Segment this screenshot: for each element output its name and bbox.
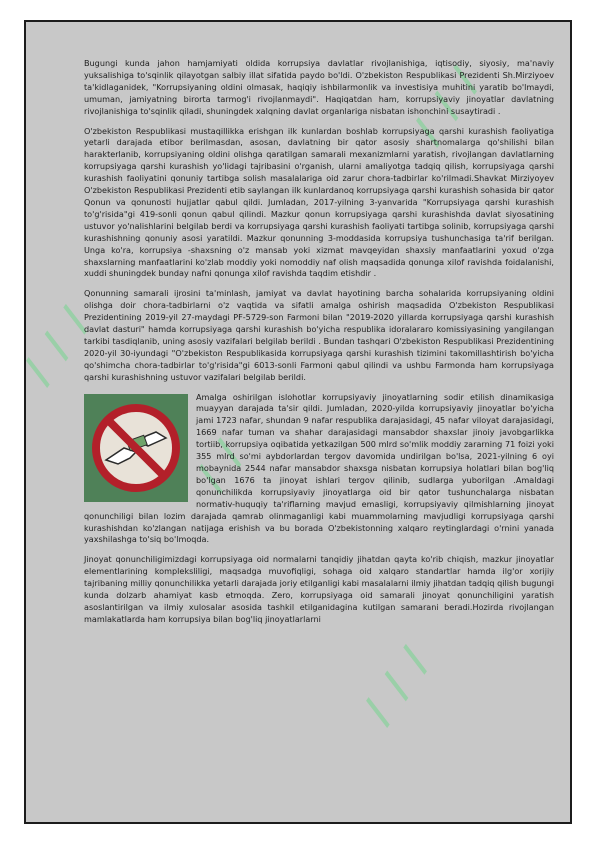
watermark: / / — [187, 431, 254, 499]
watermark: / / / — [404, 58, 490, 152]
paragraph: Amalga oshirilgan islohotlar korrupsiyaviy jinoyatlarning sodir etilish dinamikasiga muayyan darajada ta'sir qildi. Jumladan, 2020-yilda korrupsiyaviy jinoyatlar bo'yicha jami 1723 nafar, shundan 9 nafar respublika darajasidagi, 45 nafar viloyat darajasidagi, 1669 nafar tuman va shahar darajasidagi mansabdor shaxslar jinoiy javobgarlikka tortiib, korrupsiya oqibatida yetkazilgan 500 mlrd so'mlik moddiy zararning 71 foizi yoki 355 mlrd so'mi aybdorlardan tergov davomida undirilgan bo'lsa, 2021-yilning 6 oyi mobaynida 2544 nafar mansabdor shaxsga nisbatan korrupsiya holatlari bilan bog'liq bo'lgan 1676 ta jinoyat ishlari tergov qilinib, sudlarga yuborilgan .Amaldagi qonunchilikda korrupsiyaviy jinoyatlarga oid bir qator tushunchalarga nisbatan normativ-huquqiy ta'riflarning mavjud emasligi, korrupsiyaviy qilmishlarning jinoyat qonunchiligi bilan lozim darajada qamrab olinmaganligi kabi muammolarning mavjudligi korrupsiyaga qarshi kurashishdan ko'zlangan natijaga erishish va bu borada O'zbekistonning xalqaro reytinglardagi o'rnini yanada yaxshilashga to'siq bo'lmoqda. — [84, 391, 554, 545]
paragraph: Bugungi kunda jahon hamjamiyati oldida korrupsiya davlatlar rivojlanishiga, iqtisodiy, siyosiy, ma'naviy yuksalishiga to'sqinlik qilayotgan salbiy illat sifatida paydo bo'ldi. O'zbekiston Respublikasi Prezidenti Sh.Mirziyoev ta'kidlaganidek, "Korrupsiyaning oldini olmasak, haqiqiy ishbilarmonlik va investisiya muhitini yaratib bo'lmaydi, umuman, jamiyatning birorta tarmog'i rivojlanmaydi". Haqiqatdan ham, korrupsiyaviy jinoyatlar davlatning rivojlanishiga to'sqinlik qiladi, shuningdek xalqning davlat organlariga nisbatan ishonchini susaytiradi . — [84, 58, 554, 116]
paragraph: Jinoyat qonunchiligimizdagi korrupsiyaga oid normalarni tanqidiy jihatdan qayta ko'rib chiqish, mazkur jinoyatlar elementlarining kompleksliligi, maqsadga muvofiqligi, sohaga oid xalqaro standartlar hamda ilg'or xorijiy tajribaning milliy qonunchilikka yetarli darajada joriy etilganligi kabi masalalarni ilmiy jihatdan tadqiq qilish bugungi kunda dolzarb ahamiyat kasb etmoqda. Zero, korrupsiyaga oid samarali jinoyat qonunchiligini yaratish asoslantirilgan va ilmiy xulosalar asosida tashkil etilganidagina kutilgan samarani beradi.Hozirda rivojlangan mamlakatlarda ham korrupsiya bilan bog'liq jinoyatlarlarni — [84, 554, 554, 624]
paragraph: O'zbekiston Respublikasi mustaqillikka erishgan ilk kunlardan boshlab korrupsiyaga qarshi kurashish faoliyatiga yetarli darajada etibor berilmasdan, asosan, davlatning bir qator asosiy shartnomalarga qo'shilishi bilan harakterlanib, korrupsiyaning oldini olishga qaratilgan samarali mexanizmlarni yaratish, rivojlangan davlatlarning korrupsiyaga qarshi kurashish yo'lidagi tajribasini o'rganish, ularni amaliyotga tadqiq qilish, korrupsiyaga qarshi kurashish faoliyatini qonuniy tartibga solish masalalariga oid zarur chora-tadbirlar ko'rilmadi.Shavkat Mirziyoyev O'zbekiston Respublikasi Prezidenti etib saylangan ilk kunlardanoq korrupsiyaga qarshi kurashish sohasida bir qator Qonun va qonunosti hujjatlar qabul qildi. Jumladan, 2017-yilning 3-yanvarida "Korrupsiyaga qarshi kurashish to'g'risida"gi 419-sonli qonun qabul qilindi. Mazkur qonun korrupsiyaga qarshi kurashishda davlat siyosatining ustuvor yo'nalishlarini belgilab berdi va korrupsiyaga qarshi kurashish faoliyati tartibga solinib, korrupsiyaga qarshi kurashishning qonuniy asosi yaratildi. Mazkur qonunning 3-moddasida korrupsiya tushunchasiga ta'rif berilgan. Unga ko'ra, korrupsiya -shaxsning o'z mansab yoki xizmat mavqeyidan shaxsiy manfaatlarini yoxud o'zga shaxslarning manfaatlarini ko'zlab moddiy yoki nomoddiy naf olish maqsadida qonunga xilof ravishda foidalanishi, xuddi shuningdek bunday nafni qonunga xilof ravishda taqdim etishdir . — [84, 125, 554, 279]
document-page — [14, 20, 572, 824]
paragraph: Qonunning samarali ijrosini ta'minlash, jamiyat va davlat hayotining barcha sohalarida korrupsiyaning oldini olishga doir chora-tadbirlarni o'z vaqtida va sifatli amalga oshirish maqsadida O'zbekiston Respublikasi Prezidentining 2019-yil 27-maydagi PF-5729-son Farmoni bilan "2019-2020 yillarda korrupsiyaga qarshi kurashish davlat dasturi" hamda korrupsiyaga qarshi kurashish bo'yicha respublika idoralararo komissiyasining yangilangan tarkibi tasdiqlanib, uning asosiy vazifalari belgilab berildi . Bundan tashqari O'zbekiston Respublikasi Prezidentining 2020-yil 30-iyundagi "O'zbekiston Respublikasida korrupsiyaga qarshi kurashish tizimini takomillashtirish bo'yicha qo'shimcha chora-tadbirlar to'g'risida"gi 6013-sonli Farmoni qabul qilindi va ushbu Farmonda ham korrupsiyaga qarshi kurashishning ustuvor vazifalari belgilab berildi. — [84, 288, 554, 382]
watermark: / / / — [14, 298, 100, 392]
document-body — [84, 58, 554, 634]
watermark: / / / — [354, 638, 440, 732]
no-bribery-icon — [84, 394, 188, 502]
anti-corruption-image — [84, 394, 188, 502]
